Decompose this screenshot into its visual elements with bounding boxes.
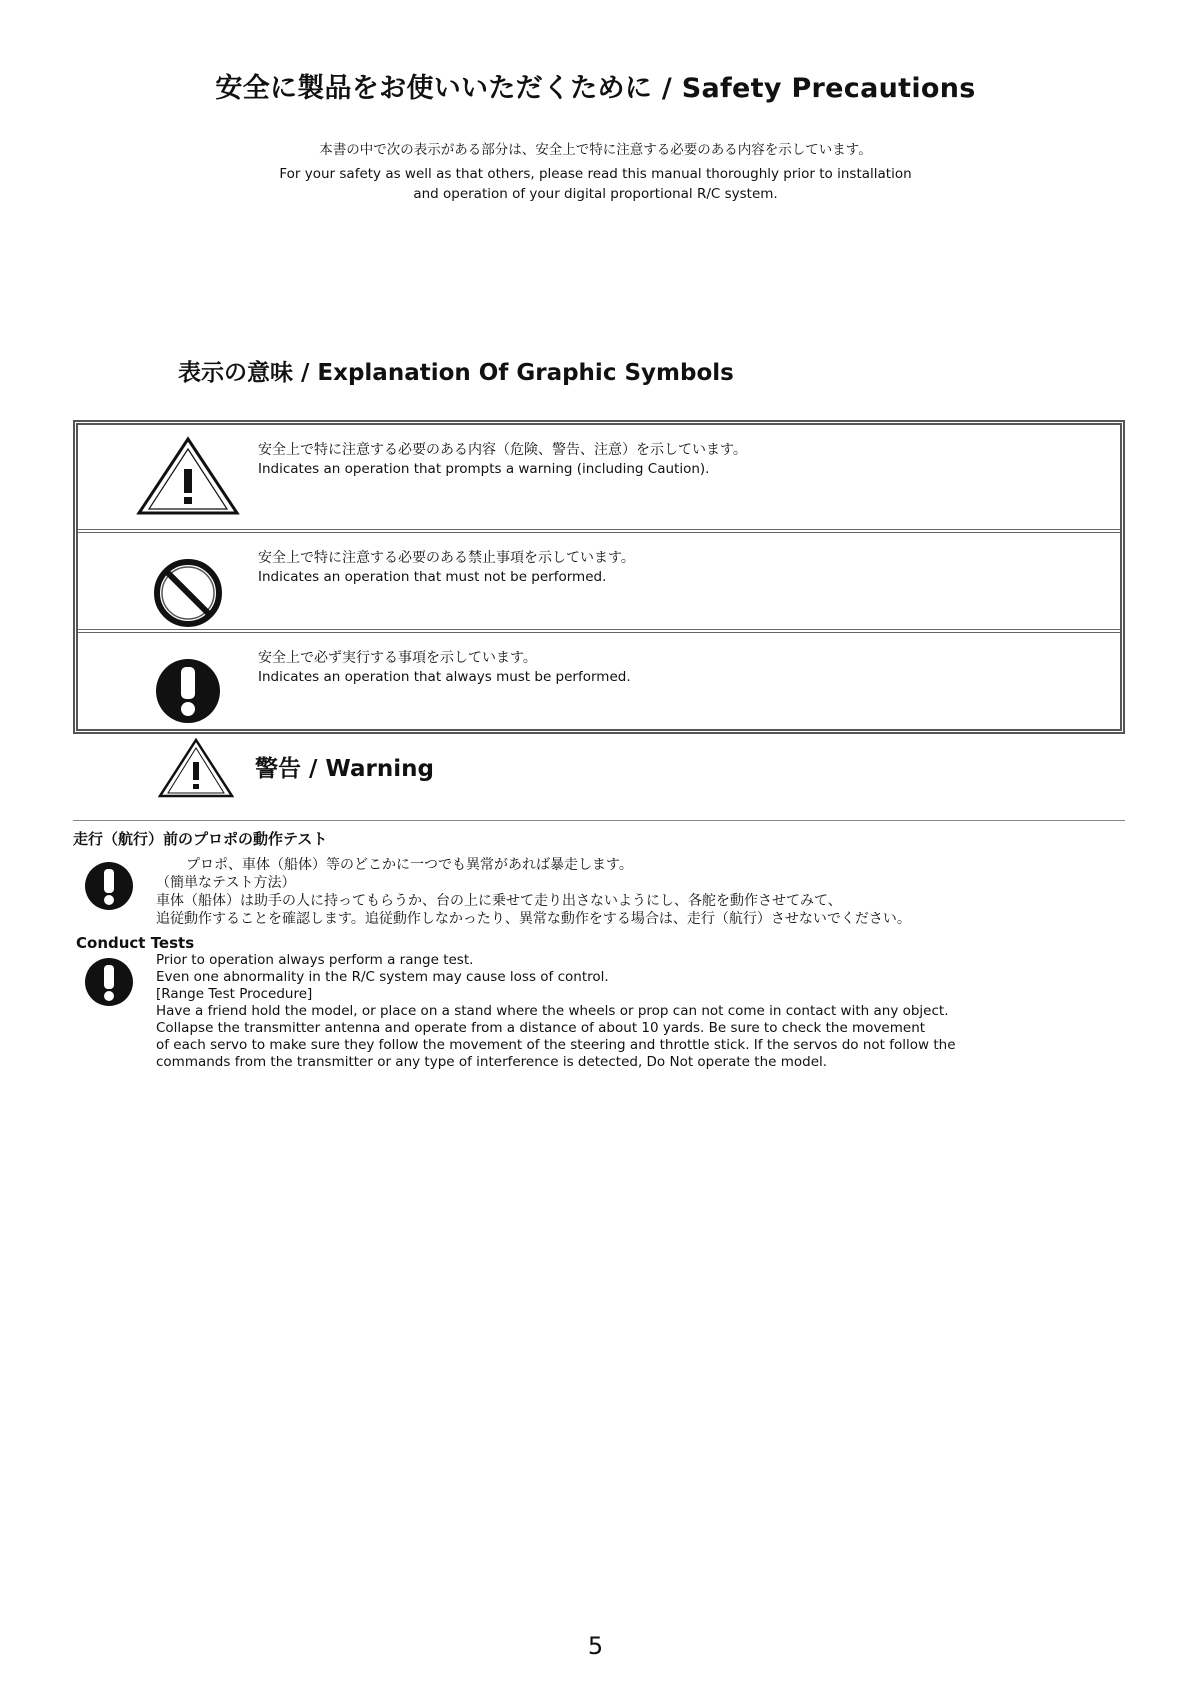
prohibited-icon bbox=[133, 543, 243, 627]
symbol-warning-jp: 安全上で特に注意する必要のある内容（危険、警告、注意）を示しています。 bbox=[258, 442, 747, 458]
jp-line: 追従動作することを確認します。追従動作しなかったり、異常な動作をする場合は、走行（航行）させないでください。 bbox=[156, 911, 911, 927]
en-line: commands from the transmitter or any type of interference is detected, Do Not operate the model. bbox=[156, 1054, 828, 1070]
en-line: Prior to operation always perform a range test. bbox=[156, 952, 474, 968]
intro-english-line-1: For your safety as well as that others, please read this manual thoroughly prior to installation bbox=[279, 166, 912, 182]
page-number: 5 bbox=[587, 1632, 604, 1660]
en-line: Collapse the transmitter antenna and operate from a distance of about 10 yards. Be sure to check the movement bbox=[156, 1020, 926, 1036]
mandatory-exclamation-icon bbox=[83, 860, 135, 912]
english-instructions bbox=[156, 952, 956, 1071]
divider bbox=[73, 820, 1125, 821]
symbol-row-warning bbox=[78, 425, 1120, 533]
symbol-row-mandatory bbox=[78, 633, 1120, 729]
page-title: 安全に製品をお使いいただくために / Safety Precautions bbox=[215, 73, 976, 104]
en-line: [Range Test Procedure] bbox=[156, 986, 313, 1002]
jp-line: プロポ、車体（船体）等のどこかに一つでも異常があれば暴走します。 bbox=[186, 857, 633, 873]
intro-japanese: 本書の中で次の表示がある部分は、安全上で特に注意する必要のある内容を示しています。 bbox=[319, 142, 872, 158]
symbol-prohibited-en: Indicates an operation that must not be performed. bbox=[258, 569, 607, 585]
warning-triangle-icon bbox=[133, 435, 243, 519]
symbol-warning-en: Indicates an operation that prompts a warning (including Caution). bbox=[258, 461, 710, 477]
warning-heading: 警告 / Warning bbox=[255, 756, 434, 782]
japanese-instructions bbox=[156, 856, 911, 928]
symbol-mandatory-jp: 安全上で必ず実行する事項を示しています。 bbox=[258, 650, 537, 666]
en-line: of each servo to make sure they follow the movement of the steering and throttle stick. If the servos do not follow the bbox=[156, 1037, 956, 1053]
warning-triangle-icon bbox=[158, 738, 234, 800]
mandatory-exclamation-icon bbox=[133, 643, 243, 727]
jp-line: （簡単なテスト方法） bbox=[156, 875, 296, 891]
mandatory-exclamation-icon bbox=[83, 956, 135, 1008]
symbol-mandatory-en: Indicates an operation that always must be performed. bbox=[258, 669, 631, 685]
symbol-explanation-table bbox=[73, 420, 1125, 734]
symbol-row-prohibited bbox=[78, 533, 1120, 633]
section-title-jp: 走行（航行）前のプロポの動作テスト bbox=[73, 830, 328, 848]
en-line: Have a friend hold the model, or place on a stand where the wheels or prop can not come in contact with any object. bbox=[156, 1003, 949, 1019]
intro-english-line-2: and operation of your digital proportional R/C system. bbox=[413, 186, 778, 202]
symbols-subtitle: 表示の意味 / Explanation Of Graphic Symbols bbox=[178, 360, 734, 386]
symbol-prohibited-jp: 安全上で特に注意する必要のある禁止事項を示しています。 bbox=[258, 550, 635, 566]
conduct-tests-title: Conduct Tests bbox=[76, 934, 195, 952]
jp-line: 車体（船体）は助手の人に持ってもらうか、台の上に乗せて走り出さないようにし、各舵を動作させてみて、 bbox=[156, 893, 842, 909]
en-line: Even one abnormality in the R/C system may cause loss of control. bbox=[156, 969, 609, 985]
